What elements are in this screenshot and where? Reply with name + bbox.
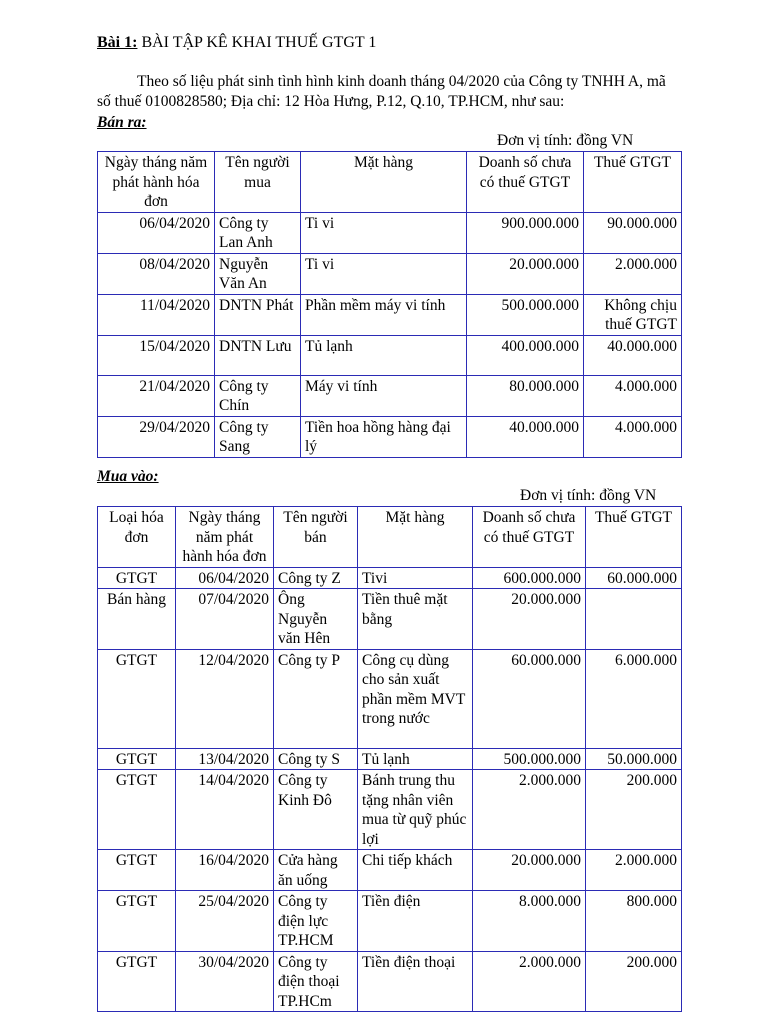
- sales-cell-item: Ti vi: [301, 212, 467, 253]
- sales-cell-item: Phần mềm máy vi tính: [301, 294, 467, 335]
- purchases-cell-vat: 60.000.000: [586, 567, 682, 589]
- sales-cell-date: 21/04/2020: [98, 375, 215, 416]
- purchases-cell-date: 16/04/2020: [176, 850, 274, 891]
- sales-unit: Đơn vị tính: đồng VN: [497, 132, 634, 149]
- sales-cell-item: Máy vi tính: [301, 375, 467, 416]
- purchases-cell-revenue: 20.000.000: [473, 589, 586, 650]
- purchases-header-date: Ngày tháng năm phát hành hóa đơn: [176, 507, 274, 568]
- purchases-cell-revenue: 2.000.000: [473, 951, 586, 1012]
- sales-cell-date: 08/04/2020: [98, 253, 215, 294]
- sales-header-row: [98, 152, 682, 213]
- sales-cell-revenue: 500.000.000: [467, 294, 584, 335]
- purchases-cell-vat: 800.000: [586, 891, 682, 952]
- sales-header-vat: Thuế GTGT: [584, 152, 682, 213]
- purchases-cell-item: Tủ lạnh: [358, 748, 473, 770]
- purchases-cell-date: 30/04/2020: [176, 951, 274, 1012]
- purchases-cell-item: Công cụ dùng cho sản xuất phần mềm MVT trong nước: [358, 649, 473, 748]
- sales-cell-item: Tủ lạnh: [301, 335, 467, 375]
- purchases-cell-item: Chi tiếp khách: [358, 850, 473, 891]
- sales-cell-revenue: 900.000.000: [467, 212, 584, 253]
- sales-cell-item: Tiền hoa hồng hàng đại lý: [301, 416, 467, 457]
- sales-row: [98, 375, 682, 416]
- purchases-row: [98, 850, 682, 891]
- sales-cell-revenue: 80.000.000: [467, 375, 584, 416]
- purchases-cell-item: Tiền điện: [358, 891, 473, 952]
- purchases-heading: Mua vào:: [97, 468, 159, 485]
- purchases-cell-seller: Công ty S: [274, 748, 358, 770]
- purchases-cell-revenue: 20.000.000: [473, 850, 586, 891]
- purchases-cell-vat: 200.000: [586, 951, 682, 1012]
- sales-row: [98, 294, 682, 335]
- sales-row: [98, 416, 682, 457]
- purchases-cell-seller: Công ty Z: [274, 567, 358, 589]
- sales-cell-buyer: Công ty Lan Anh: [215, 212, 301, 253]
- sales-cell-revenue: 40.000.000: [467, 416, 584, 457]
- sales-cell-vat: 2.000.000: [584, 253, 682, 294]
- purchases-header-seller: Tên người bán: [274, 507, 358, 568]
- intro-text: Theo số liệu phát sinh tình hình kinh doanh tháng 04/2020 của Công ty TNHH A, mã số thuế 0100828580; Địa chỉ: 12 Hòa Hưng, P.12, Q.10, TP.HCM, như sau:: [97, 73, 666, 110]
- purchases-cell-type: GTGT: [98, 748, 176, 770]
- sales-cell-date: 06/04/2020: [98, 212, 215, 253]
- purchases-cell-seller: Ông Nguyễn văn Hên: [274, 589, 358, 650]
- purchases-cell-type: Bán hàng: [98, 589, 176, 650]
- purchases-cell-seller: Công ty điện thoại TP.HCm: [274, 951, 358, 1012]
- purchases-header-vat: Thuế GTGT: [586, 507, 682, 568]
- purchases-header-type: Loại hóa đơn: [98, 507, 176, 568]
- purchases-table: [97, 506, 682, 1012]
- purchases-cell-revenue: 500.000.000: [473, 748, 586, 770]
- purchases-cell-revenue: 2.000.000: [473, 770, 586, 850]
- sales-cell-buyer: DNTN Lưu: [215, 335, 301, 375]
- purchases-cell-revenue: 60.000.000: [473, 649, 586, 748]
- sales-row: [98, 212, 682, 253]
- purchases-cell-vat: [586, 589, 682, 650]
- purchases-cell-date: 06/04/2020: [176, 567, 274, 589]
- sales-cell-revenue: 400.000.000: [467, 335, 584, 375]
- sales-cell-item: Ti vi: [301, 253, 467, 294]
- purchases-cell-seller: Công ty P: [274, 649, 358, 748]
- purchases-row: [98, 770, 682, 850]
- purchases-cell-vat: 200.000: [586, 770, 682, 850]
- sales-cell-vat: 4.000.000: [584, 375, 682, 416]
- purchases-cell-seller: Công ty điện lực TP.HCM: [274, 891, 358, 952]
- purchases-cell-date: 14/04/2020: [176, 770, 274, 850]
- purchases-cell-item: Bánh trung thu tặng nhân viên mua từ quỹ phúc lợi: [358, 770, 473, 850]
- purchases-row: [98, 649, 682, 748]
- purchases-header-row: [98, 507, 682, 568]
- purchases-cell-revenue: 600.000.000: [473, 567, 586, 589]
- sales-cell-vat: 90.000.000: [584, 212, 682, 253]
- purchases-cell-item: Tiền thuê mặt bằng: [358, 589, 473, 650]
- purchases-cell-type: GTGT: [98, 951, 176, 1012]
- purchases-cell-seller: Cửa hàng ăn uống: [274, 850, 358, 891]
- purchases-cell-vat: 50.000.000: [586, 748, 682, 770]
- intro-paragraph: [97, 72, 683, 112]
- purchases-header-revenue: Doanh số chưa có thuế GTGT: [473, 507, 586, 568]
- purchases-cell-item: Tiền điện thoại: [358, 951, 473, 1012]
- purchases-row: [98, 567, 682, 589]
- sales-table: [97, 151, 682, 458]
- sales-cell-vat: 4.000.000: [584, 416, 682, 457]
- sales-cell-date: 11/04/2020: [98, 294, 215, 335]
- sales-header-date: Ngày tháng năm phát hành hóa đơn: [98, 152, 215, 213]
- purchases-cell-item: Tivi: [358, 567, 473, 589]
- sales-cell-vat: 40.000.000: [584, 335, 682, 375]
- purchases-cell-date: 12/04/2020: [176, 649, 274, 748]
- sales-cell-buyer: DNTN Phát: [215, 294, 301, 335]
- sales-header-buyer: Tên người mua: [215, 152, 301, 213]
- sales-header-revenue: Doanh số chưa có thuế GTGT: [467, 152, 584, 213]
- purchases-cell-type: GTGT: [98, 850, 176, 891]
- sales-cell-date: 29/04/2020: [98, 416, 215, 457]
- sales-cell-buyer: Nguyễn Văn An: [215, 253, 301, 294]
- purchases-cell-type: GTGT: [98, 770, 176, 850]
- purchases-cell-type: GTGT: [98, 649, 176, 748]
- sales-cell-buyer: Công ty Chín: [215, 375, 301, 416]
- purchases-cell-date: 25/04/2020: [176, 891, 274, 952]
- purchases-row: [98, 748, 682, 770]
- sales-row: [98, 253, 682, 294]
- page-title: [97, 34, 376, 52]
- purchases-unit: Đơn vị tính: đồng VN: [520, 487, 657, 504]
- sales-heading: Bán ra:: [97, 114, 147, 131]
- purchases-row: [98, 589, 682, 650]
- sales-row: [98, 335, 682, 375]
- purchases-cell-date: 07/04/2020: [176, 589, 274, 650]
- purchases-row: [98, 951, 682, 1012]
- purchases-header-item: Mặt hàng: [358, 507, 473, 568]
- purchases-cell-type: GTGT: [98, 567, 176, 589]
- purchases-cell-vat: 6.000.000: [586, 649, 682, 748]
- sales-cell-buyer: Công ty Sang: [215, 416, 301, 457]
- purchases-cell-revenue: 8.000.000: [473, 891, 586, 952]
- title-text: BÀI TẬP KÊ KHAI THUẾ GTGT 1: [141, 34, 377, 51]
- sales-header-item: Mặt hàng: [301, 152, 467, 213]
- sales-cell-revenue: 20.000.000: [467, 253, 584, 294]
- sales-cell-date: 15/04/2020: [98, 335, 215, 375]
- sales-cell-vat: Không chịu thuế GTGT: [584, 294, 682, 335]
- purchases-cell-date: 13/04/2020: [176, 748, 274, 770]
- title-prefix: Bài 1:: [97, 34, 138, 51]
- purchases-cell-vat: 2.000.000: [586, 850, 682, 891]
- purchases-row: [98, 891, 682, 952]
- purchases-cell-type: GTGT: [98, 891, 176, 952]
- purchases-cell-seller: Công ty Kinh Đô: [274, 770, 358, 850]
